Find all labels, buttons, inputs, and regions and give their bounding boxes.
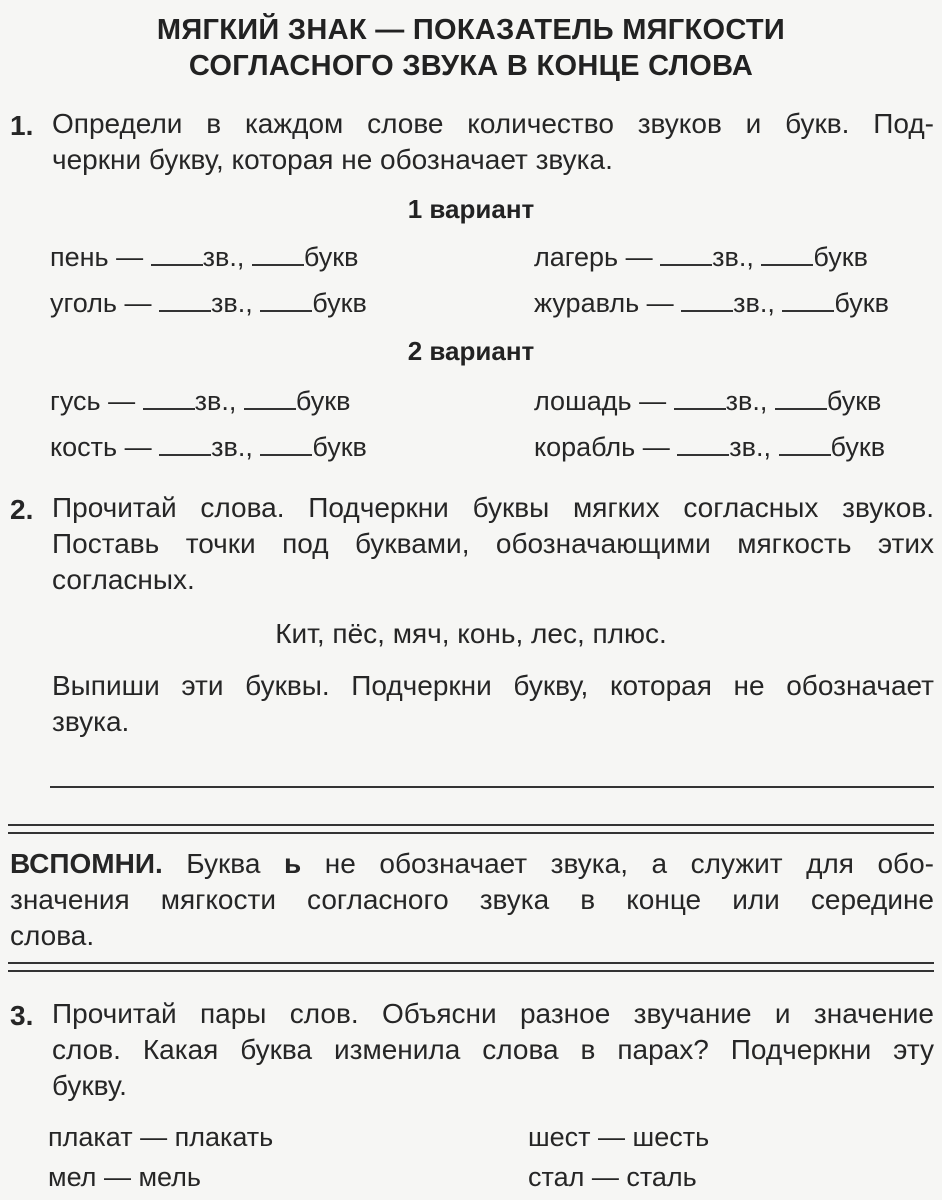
variant2-row-1-left	[50, 384, 350, 417]
sounds-blank[interactable]	[143, 384, 195, 410]
letters-blank[interactable]	[779, 430, 831, 456]
sounds-label: зв.,	[712, 242, 754, 272]
word: кость —	[50, 432, 152, 462]
letters-label: букв	[813, 242, 868, 272]
task3-text-line2: слов. Какая буква изменила слова в парах? Подчеркни эту	[52, 1034, 934, 1065]
pair-4: стал — сталь	[528, 1162, 697, 1192]
sounds-label: зв.,	[211, 288, 253, 318]
letters-label: букв	[312, 288, 367, 318]
sounds-blank[interactable]	[674, 384, 726, 410]
task2-word-list: Кит, пёс, мяч, конь, лес, плюс.	[275, 618, 667, 649]
letters-blank[interactable]	[775, 384, 827, 410]
task2-text-line2: Поставь точки под буквами, обозначающими мягкость этих	[52, 528, 934, 559]
remember-line1	[10, 846, 934, 882]
answer-line[interactable]	[50, 786, 934, 788]
task1-text-line2: черкни букву, которая не обозначает звука.	[52, 144, 613, 175]
letters-blank[interactable]	[244, 384, 296, 410]
word: лошадь —	[534, 386, 667, 416]
task2-write-line2: звука.	[52, 706, 130, 737]
letters-label: букв	[830, 432, 886, 462]
page-title-line1: МЯГКИЙ ЗНАК — ПОКАЗАТЕЛЬ МЯГКОСТИ	[156, 14, 786, 46]
word: лагерь —	[534, 242, 653, 272]
sounds-blank[interactable]	[159, 430, 211, 456]
soft-sign-letter: ь	[284, 848, 302, 879]
pair-2: шест — шесть	[528, 1122, 710, 1152]
remember-line1-pre: Буква	[162, 848, 284, 879]
word: гусь —	[50, 386, 136, 416]
sounds-blank[interactable]	[677, 430, 729, 456]
divider-top-1	[8, 824, 934, 826]
word: журавль —	[534, 288, 674, 318]
word: уголь —	[50, 288, 152, 318]
sounds-label: зв.,	[211, 432, 253, 462]
divider-top-2	[8, 832, 934, 834]
task2-number: 2.	[10, 494, 34, 525]
variant2-heading: 2 вариант	[407, 336, 535, 366]
sounds-label: зв.,	[733, 288, 775, 318]
sounds-label: зв.,	[202, 242, 245, 272]
variant1-row-1-left	[50, 240, 358, 273]
pair-1: плакат — плакать	[48, 1122, 274, 1152]
remember-line2: значения мягкости согласного звука в конце или середине	[10, 884, 934, 915]
sounds-blank[interactable]	[151, 240, 203, 266]
letters-label: букв	[834, 288, 889, 318]
letters-blank[interactable]	[260, 430, 312, 456]
sounds-blank[interactable]	[681, 286, 733, 312]
variant1-heading: 1 вариант	[407, 194, 535, 224]
sounds-label: зв.,	[194, 386, 237, 416]
variant1-row-2-left	[50, 286, 367, 319]
letters-label: букв	[303, 242, 359, 272]
letters-label: букв	[295, 386, 351, 416]
letters-label: букв	[312, 432, 367, 462]
sounds-blank[interactable]	[660, 240, 712, 266]
sounds-label: зв.,	[729, 432, 771, 462]
sounds-label: зв.,	[725, 386, 768, 416]
remember-line1-post: не обозначает звука, а служит для обо-	[301, 848, 934, 879]
variant1-row-2-right	[534, 286, 889, 319]
remember-line3: слова.	[10, 920, 95, 951]
divider-bottom-1	[8, 962, 934, 964]
letters-blank[interactable]	[761, 240, 813, 266]
task2-text-line3: согласных.	[52, 564, 195, 595]
letters-blank[interactable]	[260, 286, 312, 312]
task3-text-line3: букву.	[52, 1070, 127, 1101]
sounds-blank[interactable]	[159, 286, 211, 312]
variant2-row-2-left	[50, 430, 367, 463]
letters-label: букв	[826, 386, 882, 416]
word: корабль —	[534, 432, 670, 462]
divider-bottom-2	[8, 970, 934, 972]
task3-number: 3.	[10, 1000, 34, 1031]
remember-label: ВСПОМНИ.	[10, 848, 163, 879]
word: пень —	[50, 242, 144, 272]
task3-text-line1: Прочитай пары слов. Объясни разное звучание и значение	[52, 998, 934, 1029]
letters-blank[interactable]	[782, 286, 834, 312]
letters-blank[interactable]	[252, 240, 304, 266]
task1-text-line1: Определи в каждом слове количество звуков и букв. Под-	[52, 108, 934, 139]
variant2-row-2-right	[534, 430, 885, 463]
page-title-line2: СОГЛАСНОГО ЗВУКА В КОНЦЕ СЛОВА	[188, 50, 754, 82]
variant2-row-1-right	[534, 384, 881, 417]
task1-number: 1.	[10, 110, 34, 141]
task2-write-line1: Выпиши эти буквы. Подчеркни букву, которая не обозначает	[52, 670, 934, 701]
task2-text-line1: Прочитай слова. Подчеркни буквы мягких согласных звуков.	[52, 492, 934, 523]
variant1-row-1-right	[534, 240, 868, 273]
pair-3: мел — мель	[48, 1162, 201, 1192]
